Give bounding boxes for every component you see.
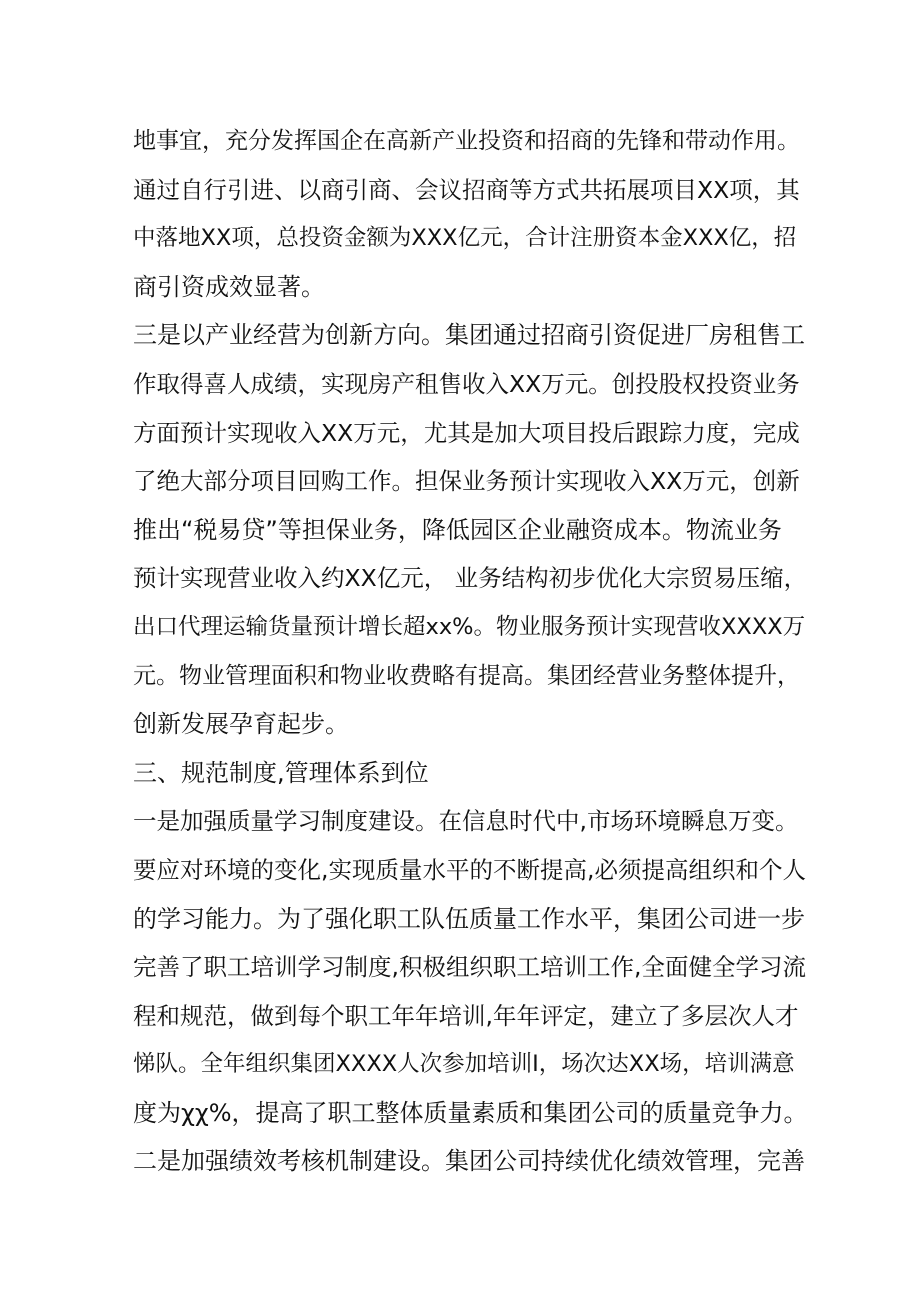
- text-line: 出口代理运输货量预计增长超xx%。物业服务预计实现营收XXXX万: [133, 613, 806, 640]
- text-line: 的学习能力。为了强化职工队伍质量工作水平，集团公司进一步: [133, 904, 805, 933]
- text-line: 要应对环境的变化,实现质量水平的不断提高,必须提高组织和个人: [133, 855, 806, 884]
- document-body: [133, 117, 808, 1186]
- section-heading: 三、规范制度,管理体系到位: [133, 758, 429, 787]
- text-line: 二是加强绩效考核机制建设。集团公司持续优化绩效管理，完善: [133, 1147, 805, 1176]
- text-line: 度为χχ%，提高了职工整体质量素质和集团公司的质量竞争力。: [133, 1098, 808, 1127]
- text-line: 程和规范，做到每个职工年年培训,年年评定，建立了多层次人才: [133, 1001, 799, 1030]
- text-line: 创新发展孕育起步。: [133, 710, 349, 739]
- text-line: 通过自行引进、以商引商、会议招商等方式共拓展项目XX项，其: [133, 175, 800, 204]
- text-line: 一是加强质量学习制度建设。在信息时代中,市场环境瞬息万变。: [133, 807, 799, 836]
- text-line: 商引资成效显著。: [133, 272, 325, 301]
- text-line: 作取得喜人成绩，实现房产租售收入XX万元。创投股权投资业务: [133, 369, 800, 398]
- text-line: 中落地XX项，总投资金额为XXX亿元，合计注册资本金XXX亿，招: [133, 225, 797, 252]
- text-line: 地事宜，充分发挥国企在高新产业投资和招商的先锋和带动作用。: [133, 128, 800, 154]
- text-line: 元。物业管理面积和物业收费略有提高。集团经营业务整体提升，: [133, 662, 800, 689]
- text-line: 三是以产业经营为创新方向。集团通过招商引资促进厂房租售工: [133, 321, 805, 350]
- text-line: 方面预计实现收入XX万元，尤其是加大项目投后跟踪力度，完成: [133, 418, 800, 447]
- text-line: 了绝大部分项目回购工作。担保业务预计实现收入XX万元，创新: [133, 467, 800, 496]
- text-line: 推出“税易贷”等担保业务，降低园区企业融资成本。物流业务: [133, 515, 782, 544]
- text-line: 完善了职工培训学习制度,积极组织职工培训工作,全面健全学习流: [133, 953, 806, 982]
- text-line: 悌队。全年组织集团XXXX人次参加培训I，场次达XX场，培训满意: [133, 1051, 795, 1078]
- text-line: 预计实现营业收入约XX亿元， 业务结构初步优化大宗贸易压缩，: [133, 564, 808, 593]
